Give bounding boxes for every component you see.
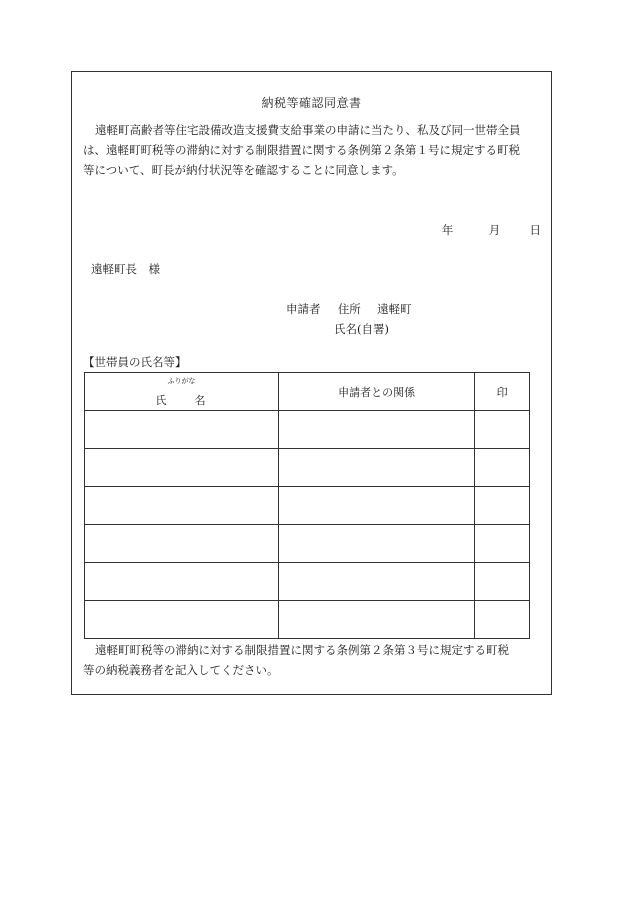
member-relation-cell[interactable]	[279, 563, 475, 601]
table-row	[85, 487, 530, 525]
table-row	[85, 449, 530, 487]
member-seal-cell[interactable]	[475, 411, 530, 449]
table-row	[85, 601, 530, 639]
date-line	[442, 222, 541, 238]
footnote	[83, 640, 545, 680]
consent-line: は、遠軽町町税等の滞納に対する制限措置に関する条例第２条第１号に規定する町税	[83, 143, 520, 157]
member-relation-cell[interactable]	[279, 525, 475, 563]
footnote-line: 遠軽町町税等の滞納に対する制限措置に関する条例第２条第３号に規定する町税	[95, 643, 509, 657]
member-relation-cell[interactable]	[279, 411, 475, 449]
addressee: 遠軽町長 様	[91, 262, 160, 276]
table-row	[85, 563, 530, 601]
date-month-label: 月	[488, 223, 501, 237]
household-members-table	[84, 372, 530, 639]
member-name-cell[interactable]	[85, 411, 279, 449]
address-label: 住所	[337, 302, 361, 316]
applicant-label: 申請者	[286, 302, 321, 316]
consent-line: 遠軽町高齢者等住宅設備改造支援費支給事業の申請に当たり、私及び同一世帯全員	[95, 123, 521, 137]
name-label: 氏 名	[155, 394, 208, 407]
table-row	[85, 525, 530, 563]
member-name-cell[interactable]	[85, 487, 279, 525]
header-relation: 申請者との関係	[279, 373, 475, 411]
member-name-cell[interactable]	[85, 601, 279, 639]
consent-line: 等について、町長が納付状況等を確認することに同意します。	[83, 163, 404, 177]
footnote-line: 等の納税義務者を記入してください。	[83, 663, 279, 677]
table-row	[85, 411, 530, 449]
household-section-label: 【世帯員の氏名等】	[83, 355, 187, 369]
member-relation-cell[interactable]	[279, 449, 475, 487]
member-name-cell[interactable]	[85, 525, 279, 563]
header-name	[85, 373, 279, 411]
member-name-cell[interactable]	[85, 563, 279, 601]
furigana-label: ふりがな	[167, 377, 196, 385]
member-name-cell[interactable]	[85, 449, 279, 487]
member-seal-cell[interactable]	[475, 449, 530, 487]
consent-statement	[83, 120, 545, 180]
applicant-block	[286, 299, 412, 339]
applicant-address-row	[286, 299, 412, 319]
consent-form	[71, 71, 552, 695]
member-seal-cell[interactable]	[475, 487, 530, 525]
member-seal-cell[interactable]	[475, 601, 530, 639]
date-day-label: 日	[529, 223, 541, 237]
member-seal-cell[interactable]	[475, 525, 530, 563]
member-relation-cell[interactable]	[279, 487, 475, 525]
date-year-label: 年	[441, 223, 454, 237]
address-value: 遠軽町	[377, 302, 412, 316]
table-header-row	[85, 373, 530, 411]
document-title: 納税等確認同意書	[261, 96, 362, 110]
header-seal: 印	[475, 373, 530, 411]
applicant-name-label: 氏名(自署)	[334, 322, 389, 336]
member-seal-cell[interactable]	[475, 563, 530, 601]
member-relation-cell[interactable]	[279, 601, 475, 639]
